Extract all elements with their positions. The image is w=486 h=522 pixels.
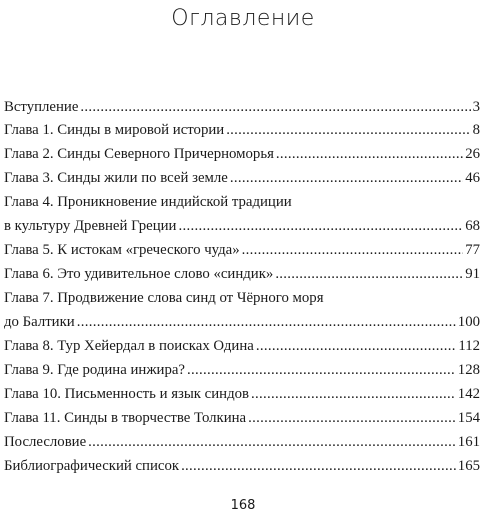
toc-entry-line [4,406,480,430]
toc-entry [4,118,480,142]
toc-entry-line [4,214,480,238]
toc-entry-page: 91 [465,266,480,282]
toc-entry-page: 77 [465,242,480,258]
toc-entry-title: Библиографический список [4,458,180,474]
toc-dot-leader [181,454,456,478]
toc-entry-title: Глава 5. К истокам «греческого чуда» [4,242,240,258]
toc-entry-line [4,454,480,478]
toc-dot-leader [242,238,464,262]
toc-entry [4,286,480,334]
toc-entry-title: Глава 6. Это удивительное слово «синдик» [4,266,274,282]
toc-entry-title: Послесловие [4,434,87,450]
toc-entry-title: Глава 3. Синды жили по всей земле [4,170,228,186]
page-title: Оглавление [171,6,315,31]
toc-entry-title: Глава 4. Проникновение индийской традиции [4,194,292,210]
toc-entry-title: Глава 11. Синды в творчестве Толкина [4,410,247,426]
toc-entry [4,97,480,118]
toc-entry [4,334,480,358]
toc-entry-page: 3 [472,99,480,115]
toc-entry-line [4,334,480,358]
toc-dot-leader [80,97,470,118]
toc-entry-title: до Балтики [4,314,75,330]
toc-entry-line [4,238,480,262]
toc-entry-page: 142 [457,386,480,402]
toc-dot-leader [276,142,463,166]
toc-dot-leader [178,214,463,238]
toc-entry-title: Глава 2. Синды Северного Причерноморья [4,146,274,162]
toc-entry-title: Глава 9. Где родина инжира? [4,362,186,378]
toc-entry-title: Глава 8. Тур Хейердал в поисках Одина [4,338,254,354]
toc-entry [4,406,480,430]
toc-dot-leader [226,118,470,142]
toc-entry-line-wrap [4,190,480,214]
toc-entry [4,382,480,406]
toc-entry-title: Глава 1. Синды в мировой истории [4,122,225,138]
toc-entry [4,166,480,190]
toc-entry-page: 161 [457,434,480,450]
toc-dot-leader [248,406,456,430]
toc-entry [4,142,480,166]
page-number: 168 [230,498,256,513]
toc-entry [4,358,480,382]
toc-entry-page: 112 [458,338,480,354]
toc-dot-leader [88,430,456,454]
toc-entry-title: в культуру Древней Греции [4,218,177,234]
toc-entry [4,262,480,286]
toc-entry-line [4,166,480,190]
toc-dot-leader [187,358,456,382]
toc-entry [4,454,480,478]
toc-entry-line [4,97,480,118]
toc-entry-page: 154 [457,410,480,426]
table-of-contents [4,97,480,478]
toc-entry [4,238,480,262]
toc-entry-page: 165 [457,458,480,474]
toc-entry-page: 46 [465,170,480,186]
toc-dot-leader [77,310,456,334]
toc-entry-title: Вступление [4,99,79,115]
toc-entry-line [4,310,480,334]
toc-entry-line [4,142,480,166]
toc-entry-line [4,358,480,382]
toc-entry [4,190,480,238]
toc-entry-title: Глава 7. Продвижение слова синд от Чёрного моря [4,290,324,306]
toc-dot-leader [251,382,456,406]
toc-entry-page: 8 [472,122,480,138]
toc-entry-line [4,430,480,454]
toc-entry-title: Глава 10. Письменность и язык синдов [4,386,250,402]
toc-entry-line [4,262,480,286]
toc-entry-line-wrap [4,286,480,310]
toc-entry-line [4,118,480,142]
toc-entry [4,430,480,454]
toc-entry-page: 100 [457,314,480,330]
toc-entry-page: 68 [465,218,480,234]
toc-dot-leader [256,334,457,358]
toc-dot-leader [230,166,463,190]
toc-entry-line [4,382,480,406]
toc-entry-page: 128 [457,362,480,378]
toc-entry-page: 26 [465,146,480,162]
toc-dot-leader [275,262,463,286]
